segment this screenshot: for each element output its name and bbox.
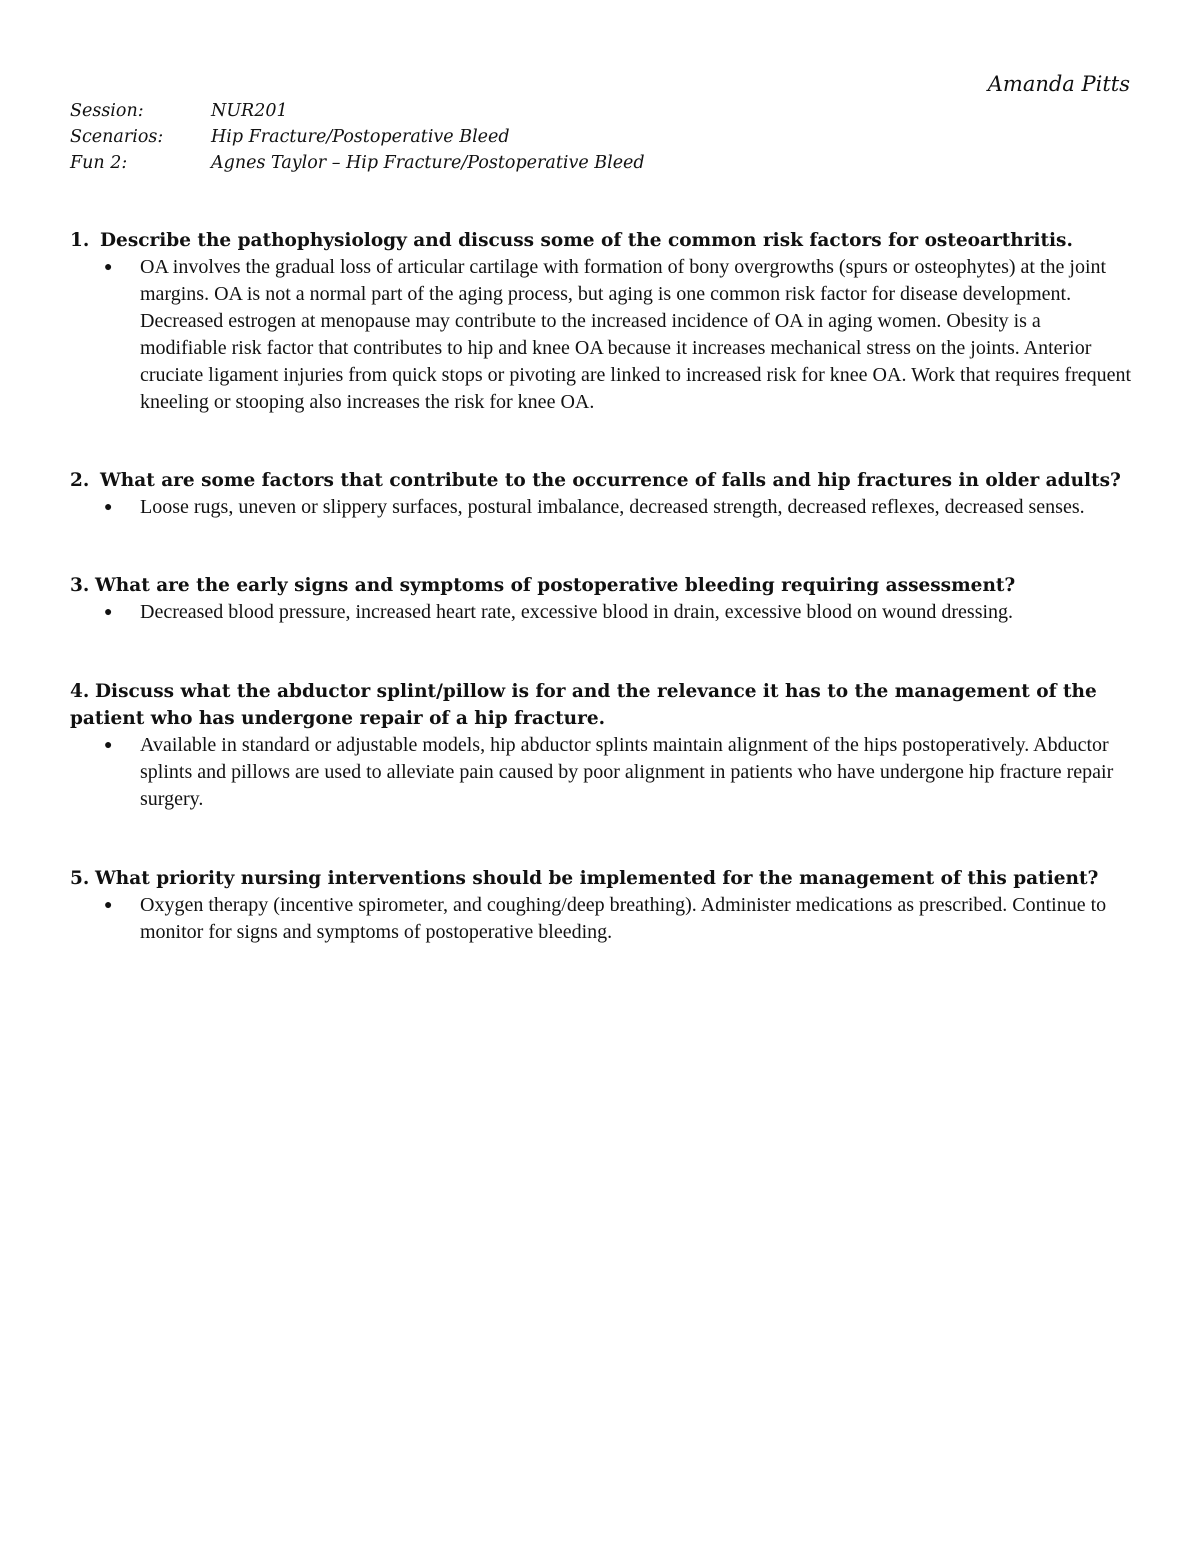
question-number: 3. (70, 575, 90, 596)
question-item (70, 227, 1132, 416)
bullet-icon: ● (104, 260, 113, 275)
header-field-session (70, 98, 645, 124)
question-item (70, 865, 1132, 946)
question-heading (70, 865, 1132, 892)
bullet-icon: ● (104, 605, 113, 620)
question-item (70, 467, 1132, 521)
header-field-label: Scenarios: (70, 127, 164, 147)
header-field-value: Agnes Taylor – Hip Fracture/Postoperative Bleed (211, 153, 645, 173)
header-field-label: Session: (70, 101, 144, 121)
question-text: What priority nursing interventions should be implemented for the management of this patient? (95, 868, 1099, 889)
answer-bullet (104, 494, 1132, 521)
header-fields (70, 98, 645, 176)
question-heading (70, 227, 1132, 254)
header-field-value: NUR201 (211, 101, 288, 121)
answer-bullet (104, 892, 1132, 946)
question-text: What are some factors that contribute to the occurrence of falls and hip fractures in older adults? (100, 470, 1121, 491)
question-number: 1. (70, 230, 90, 251)
question-heading (70, 467, 1132, 494)
answer-bullet (104, 254, 1132, 416)
question-number: 4. (70, 681, 90, 702)
question-item (70, 678, 1132, 813)
bullet-icon: ● (104, 738, 113, 753)
answer-text: Decreased blood pressure, increased heart rate, excessive blood in drain, excessive blood on wound dressing. (140, 601, 1014, 623)
answer-text: Loose rugs, uneven or slippery surfaces, postural imbalance, decreased strength, decreased reflexes, decreased senses. (140, 496, 1085, 518)
header-field-label: Fun 2: (70, 153, 128, 173)
question-text: Discuss what the abductor splint/pillow is for and the relevance it has to the management of the patient who has undergone repair of a hip fracture. (70, 681, 1097, 729)
answer-text: Oxygen therapy (incentive spirometer, and coughing/deep breathing). Administer medications as prescribed. Continue to monitor for signs and symptoms of postoperative bleeding. (140, 894, 1107, 943)
author-name: Amanda Pitts (987, 72, 1130, 96)
header-field-scenarios (70, 124, 645, 150)
question-heading (70, 572, 1132, 599)
header-field-value: Hip Fracture/Postoperative Bleed (211, 127, 510, 147)
answer-text: Available in standard or adjustable models, hip abductor splints maintain alignment of the hips postoperatively. Abductor splints and pillows are used to alleviate pain caused by poor alignment in patients who have undergone hip fracture repair surgery. (140, 734, 1114, 810)
question-item (70, 572, 1132, 626)
bullet-icon: ● (104, 500, 113, 515)
question-list (70, 227, 1132, 946)
header-field-fun (70, 150, 645, 176)
bullet-icon: ● (104, 898, 113, 913)
question-heading (70, 678, 1132, 732)
question-number: 5. (70, 868, 90, 889)
question-number: 2. (70, 470, 90, 491)
answer-bullet (104, 732, 1132, 813)
answer-text: OA involves the gradual loss of articular cartilage with formation of bony overgrowths (spurs or osteophytes) at the joint margins. OA is not a normal part of the aging process, but aging is one common risk factor for disease development. Decreased estrogen at menopause may contribute to the increased incidence of OA in aging women. Obesity is a modifiable risk factor that contributes to hip and knee OA because it increases mechanical stress on the joints. Anterior cruciate ligament injuries from quick stops or pivoting are linked to increased risk for knee OA. Work that requires frequent kneeling or stooping also increases the risk for knee OA. (140, 256, 1132, 413)
answer-bullet (104, 599, 1132, 626)
question-text: Describe the pathophysiology and discuss some of the common risk factors for osteoarthritis. (100, 230, 1073, 251)
question-text: What are the early signs and symptoms of postoperative bleeding requiring assessment? (95, 575, 1016, 596)
